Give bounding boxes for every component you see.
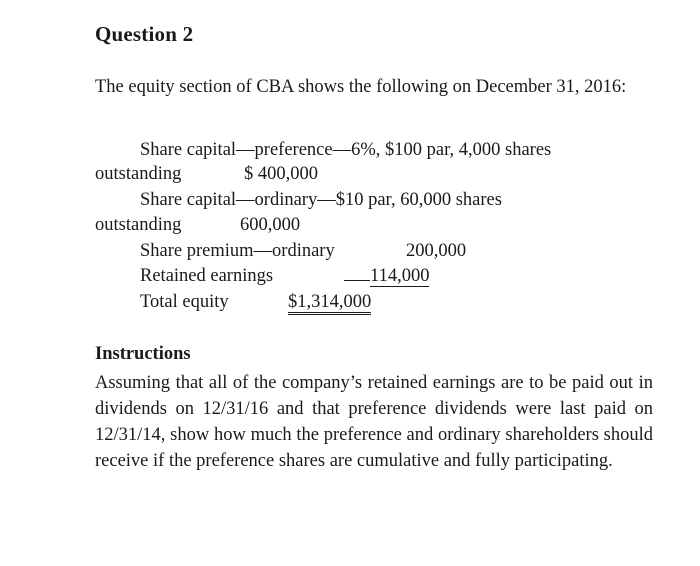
pref-capital-amount: $ 400,000 [244,164,318,184]
instructions-heading: Instructions [95,344,191,364]
pref-capital-description: Share capital—preference—6%, $100 par, 4,000 shares [140,140,552,160]
ord-outstanding-label: outstanding [95,215,182,235]
intro-paragraph: The equity section of CBA shows the following on December 31, 2016: [95,77,627,97]
ord-capital-amount: 600,000 [240,215,301,235]
retained-earnings-amount: 114,000 [370,266,430,286]
retained-earnings-amount-wrap [344,265,429,288]
question-heading: Question 2 [95,22,194,46]
pref-outstanding-label: outstanding [95,164,182,184]
total-equity-amount: $1,314,000 [288,292,371,315]
share-premium-amount: 200,000 [406,241,467,261]
instructions-body: Assuming that all of the company’s retained earnings are to be paid out in dividends on 12/31/16 and that preference dividends were last paid on 12/31/14, show how much the preference and ordinary shareholders should receive if the preference shares are cumulative and fully participating. [95,373,653,471]
total-equity-label: Total equity [140,292,229,312]
ord-capital-description: Share capital—ordinary—$10 par, 60,000 shares [140,190,502,210]
total-equity-amount-wrap [288,291,371,314]
underline-lead [344,280,370,281]
share-premium-label: Share premium—ordinary [140,241,335,261]
retained-earnings-label: Retained earnings [140,266,274,286]
